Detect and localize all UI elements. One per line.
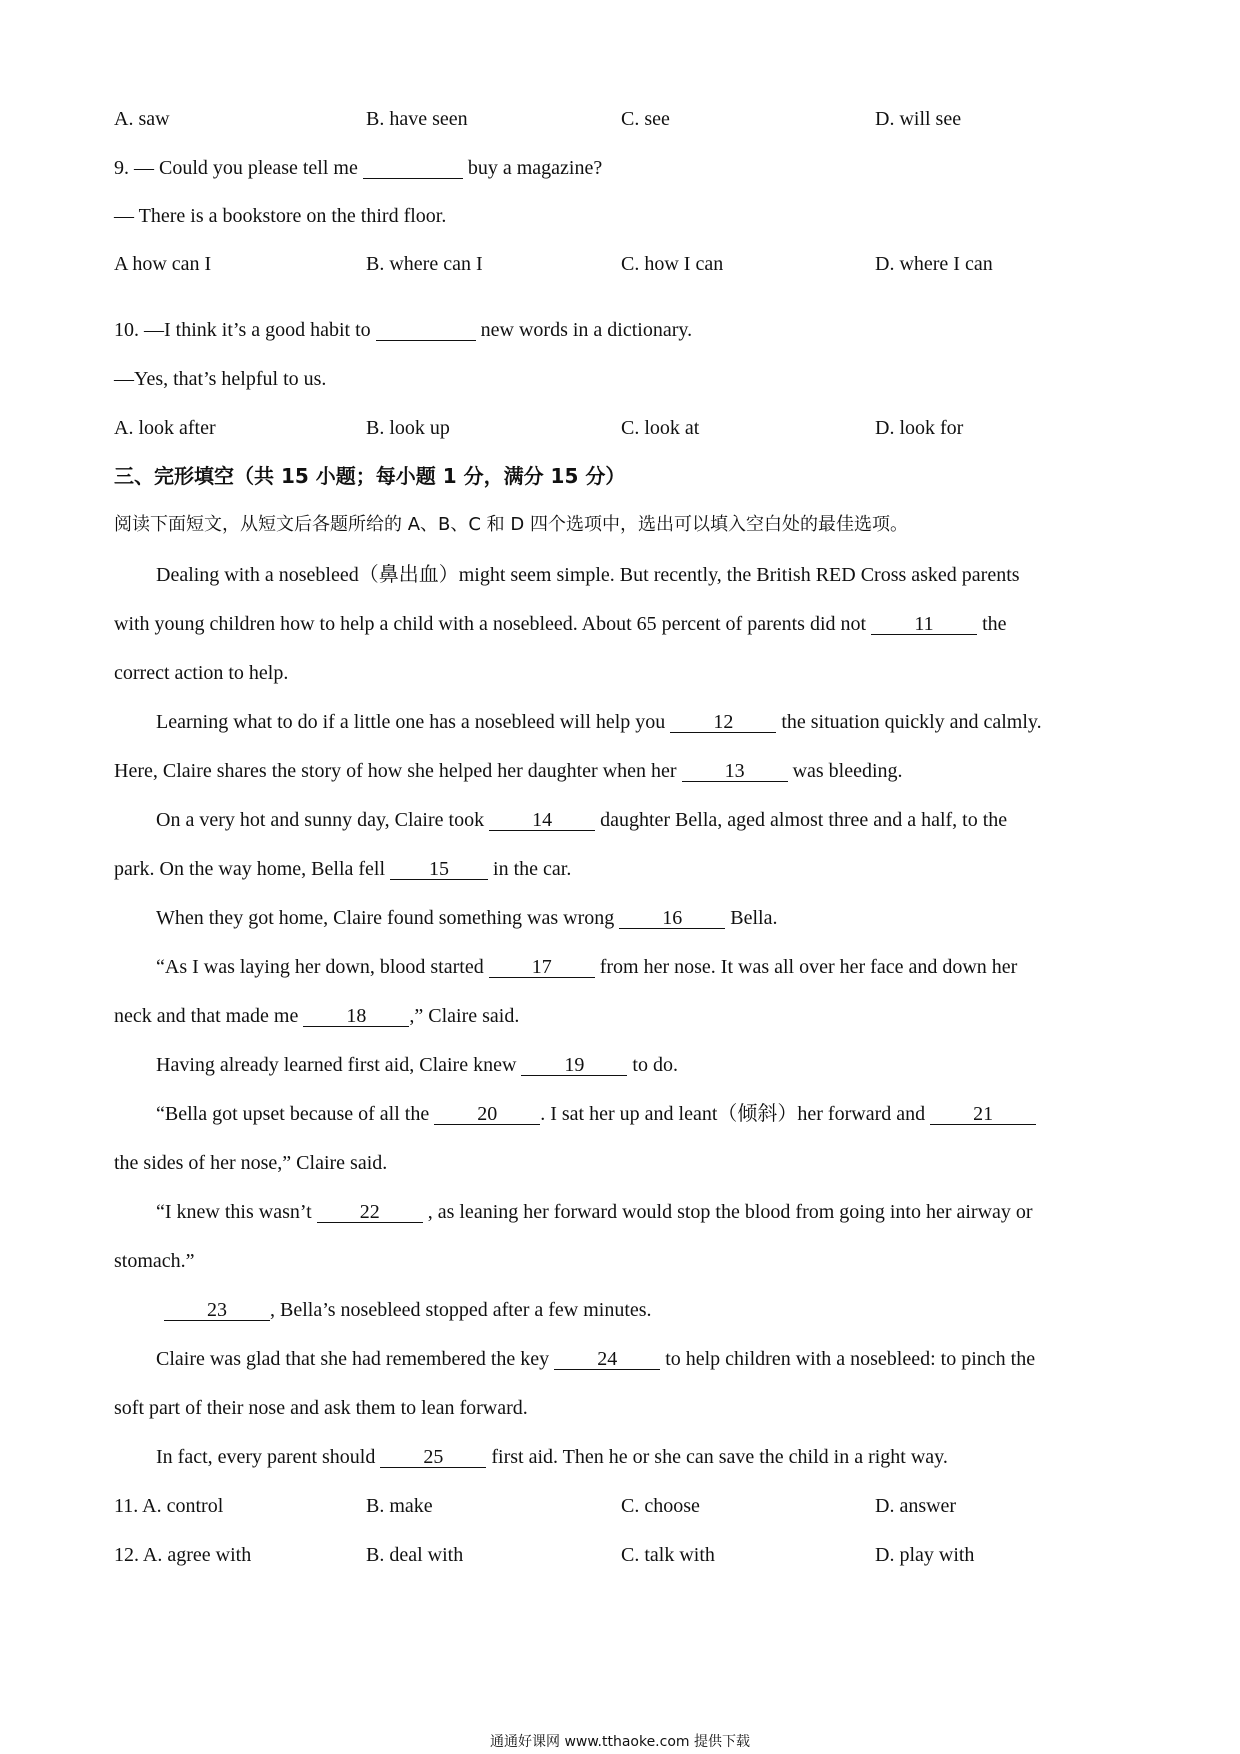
blank-13: 13 bbox=[682, 761, 788, 782]
blank-12: 12 bbox=[670, 712, 776, 733]
blank-17: 17 bbox=[489, 957, 595, 978]
q11-option-c: C. choose bbox=[621, 1495, 700, 1517]
passage-line: Dealing with a nosebleed（鼻出血）might seem simple. But recently, the British RED Cross asked parents bbox=[156, 564, 1020, 586]
q11-option-d: D. answer bbox=[875, 1495, 957, 1517]
blank-24: 24 bbox=[554, 1349, 660, 1370]
blank-16: 16 bbox=[619, 908, 725, 929]
blank-23: 23 bbox=[164, 1300, 270, 1321]
blank-21: 21 bbox=[930, 1104, 1036, 1125]
blank-18: 18 bbox=[303, 1006, 409, 1027]
q9-option-c: C. how I can bbox=[621, 253, 724, 275]
q12-option-c: C. talk with bbox=[621, 1544, 715, 1566]
q10-option-c: C. look at bbox=[621, 417, 700, 439]
q11-option-b: B. make bbox=[366, 1495, 433, 1517]
q12-option-b: B. deal with bbox=[366, 1544, 464, 1566]
passage-line: 23 , Bella’s nosebleed stopped after a few minutes. bbox=[164, 1300, 652, 1321]
q9-option-d: D. where I can bbox=[875, 253, 993, 275]
blank-19: 19 bbox=[521, 1055, 627, 1076]
passage-line: with young children how to help a child with a nosebleed. About 65 percent of parents did not 11 the bbox=[114, 613, 1007, 635]
passage-line: Here, Claire shares the story of how she helped her daughter when her 13 was bleeding. bbox=[114, 760, 903, 782]
q10-option-a: A. look after bbox=[114, 417, 216, 439]
section-instruction: 阅读下面短文，从短文后各题所给的 A、B、C 和 D 四个选项中，选出可以填入空白处的最佳选项。 bbox=[114, 514, 908, 535]
passage-line: neck and that made me 18 ,” Claire said. bbox=[114, 1005, 520, 1027]
passage-line: correct action to help. bbox=[114, 662, 289, 684]
q10-question: 10. —I think it’s a good habit to new words in a dictionary. bbox=[114, 319, 693, 341]
q8-option-c: C. see bbox=[621, 108, 670, 130]
blank-22: 22 bbox=[317, 1202, 423, 1223]
passage-line: park. On the way home, Bella fell 15 in the car. bbox=[114, 858, 572, 880]
q8-option-d: D. will see bbox=[875, 108, 962, 130]
q10-answer: —Yes, that’s helpful to us. bbox=[114, 368, 327, 390]
passage-line: the sides of her nose,” Claire said. bbox=[114, 1152, 388, 1174]
q10-option-d: D. look for bbox=[875, 417, 964, 439]
q8-option-a: A. saw bbox=[114, 108, 170, 130]
q11-option-a: 11. A. control bbox=[114, 1495, 224, 1517]
q9-option-b: B. where can I bbox=[366, 253, 483, 275]
page-footer: 通通好课网 www.tthaoke.com 提供下载 bbox=[490, 1734, 750, 1750]
q9-answer: — There is a bookstore on the third floor. bbox=[114, 205, 447, 227]
passage-line: In fact, every parent should 25 first aid. Then he or she can save the child in a right way. bbox=[156, 1446, 948, 1468]
q12-option-d: D. play with bbox=[875, 1544, 975, 1566]
blank-20: 20 bbox=[434, 1104, 540, 1125]
passage-line: “I knew this wasn’t 22 , as leaning her forward would stop the blood from going into her airway or bbox=[156, 1201, 1033, 1223]
passage-line: Having already learned first aid, Claire knew 19 to do. bbox=[156, 1054, 678, 1076]
blank-15: 15 bbox=[390, 859, 488, 880]
passage-line: stomach.” bbox=[114, 1250, 195, 1272]
blank-25: 25 bbox=[380, 1447, 486, 1468]
q12-option-a: 12. A. agree with bbox=[114, 1544, 252, 1566]
q8-option-b: B. have seen bbox=[366, 108, 468, 130]
passage-line: Learning what to do if a little one has a nosebleed will help you 12 the situation quickly and calmly. bbox=[156, 711, 1042, 733]
blank-14: 14 bbox=[489, 810, 595, 831]
passage-line: Claire was glad that she had remembered the key 24 to help children with a nosebleed: to pinch the bbox=[156, 1348, 1036, 1370]
blank-11: 11 bbox=[871, 614, 977, 635]
q9-option-a: A how can I bbox=[114, 253, 212, 275]
passage-line: On a very hot and sunny day, Claire took 14 daughter Bella, aged almost three and a half, to the bbox=[156, 809, 1008, 831]
q10-option-b: B. look up bbox=[366, 417, 450, 439]
passage-line: When they got home, Claire found something was wrong 16 Bella. bbox=[156, 907, 778, 929]
q9-question: 9. — Could you please tell me buy a magazine? bbox=[114, 157, 603, 179]
passage-line: soft part of their nose and ask them to lean forward. bbox=[114, 1397, 528, 1419]
passage-line: “Bella got upset because of all the 20 . I sat her up and leant（倾斜）her forward and 21 bbox=[156, 1104, 1036, 1125]
passage-line: “As I was laying her down, blood started 17 from her nose. It was all over her face and down her bbox=[156, 956, 1018, 978]
section-title: 三、完形填空（共 15 小题；每小题 1 分，满分 15 分） bbox=[114, 464, 626, 488]
